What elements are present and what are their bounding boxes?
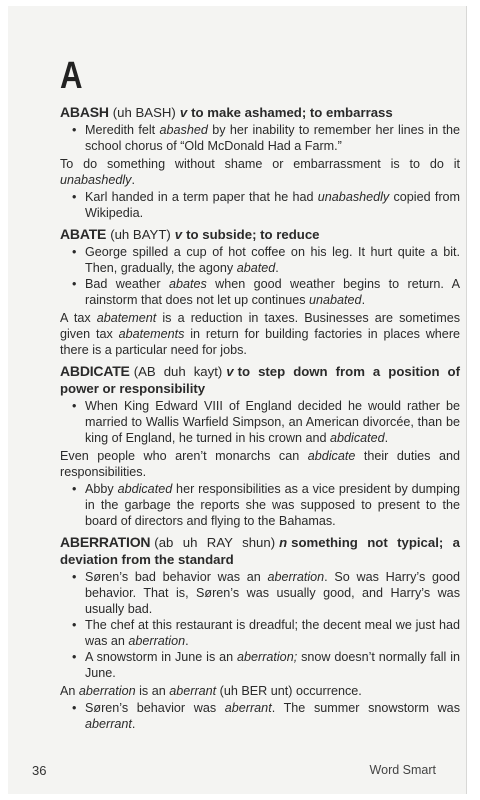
italic-term: abatement [96,311,157,325]
pronunciation: (ab uh RAY shun) [154,535,276,550]
text-segment: copied from Wikipedia. [85,190,461,220]
text-segment: Abby [85,482,118,496]
dictionary-entry [60,363,460,529]
entry-headline [60,363,460,397]
usage-note [60,310,460,358]
example-list [60,700,460,732]
example-list [60,569,460,681]
text-segment: in return for building factories in places where there is a particular need for jobs. [60,327,461,357]
italic-term: unabated [309,293,362,307]
usage-note [60,156,460,188]
italic-term: aberration [78,684,136,698]
italic-term: aberrant [169,684,217,698]
headword: ABATE [60,226,107,242]
dictionary-entry [60,226,460,358]
italic-term: abatements [118,327,185,341]
definition: to step down from a position of power or responsibility [60,364,460,396]
dictionary-entry [60,534,460,732]
text-segment: Søren’s behavior was [85,701,225,715]
entry-headline [60,226,460,243]
italic-term: unabashedly [60,173,132,187]
text-segment: Even people who aren’t monarchs can [60,449,308,463]
text-segment: An [60,684,79,698]
page-number: 36 [32,763,47,778]
text-segment: snow doesn’t normally fall in June. [85,650,461,680]
text-segment: her responsibilities as a vice president by dumping in the garbage the reports she was supposed to present to the board of directors and flying to the Bahamas. [85,482,460,528]
text-segment: . So was Harry’s good behavior. That is, Søren’s was usually good, and Harry’s was usually bad. [85,570,460,616]
italic-term: abdicate [307,449,356,463]
example-item [60,244,460,276]
text-segment: Meredith felt [85,123,160,137]
entry-headline [60,534,460,568]
text-segment: . [361,293,366,307]
text-segment: by her inability to remember her lines in the school chorus of “Old McDonald Had a Farm.” [85,123,461,153]
pronunciation: (AB duh kayt) [133,364,223,379]
example-list [60,244,460,308]
text-segment: . [275,261,279,275]
text-segment: To do something without shame or embarrassment is to do it [60,157,460,171]
usage-note [60,683,460,699]
definition: something not typical; a deviation from the standard [60,535,461,567]
headword: ABDICATE [60,363,130,379]
example-item [60,700,460,732]
pronunciation: (uh BAYT) [110,227,171,242]
italic-term: aberration; [236,650,298,664]
headword: ABASH [60,104,109,120]
example-item [60,122,460,154]
part-of-speech: v [179,105,188,120]
italic-term: aberrant [224,701,272,715]
example-list [60,398,460,446]
italic-term: aberration [128,634,186,648]
example-item [60,276,460,308]
text-segment: George spilled a cup of hot coffee on his leg. It hurt quite a bit. Then, gradually, the agony [85,245,460,275]
example-list [60,481,460,529]
text-segment: when good weather begins to return. A rainstorm that does not let up continues [85,277,460,307]
text-segment: A tax [60,311,97,325]
text-segment: their duties and responsibilities. [60,449,460,479]
page-content [60,56,460,734]
italic-term: abdicated [330,431,385,445]
text-segment: is a reduction in taxes. Businesses are sometimes given tax [60,311,460,341]
example-item [60,649,460,681]
headword: ABERRATION [60,534,151,550]
running-footer-title: Word Smart [369,763,436,777]
book-page [8,6,466,794]
entry-headline [60,104,460,121]
text-segment: . [185,634,189,648]
text-segment: . The summer snowstorm was [271,701,460,715]
example-item [60,617,460,649]
pronunciation: (uh BASH) [112,105,176,120]
italic-term: abates [168,277,207,291]
text-segment: A snowstorm in June is an [85,650,237,664]
text-segment: When King Edward VIII of England decided he would rather be married to Wallis Warfield Simpson, an American divorcée, than be king of England, he turned in his crown and [85,399,460,445]
example-list [60,189,460,221]
definition: to make ashamed; to embarrass [191,105,393,120]
example-list [60,122,460,154]
text-segment: . [131,717,136,731]
example-item [60,481,460,529]
italic-term: abated [236,261,276,275]
part-of-speech: v [174,227,183,242]
section-letter: A [60,55,83,97]
text-segment: . [131,173,135,187]
italic-term: abdicated [117,482,173,496]
example-item [60,569,460,617]
entry-list [60,104,460,732]
definition: to subside; to reduce [186,227,320,242]
text-segment: Søren’s bad behavior was an [85,570,268,584]
example-item [60,189,460,221]
part-of-speech: n [279,535,288,550]
dictionary-entry [60,104,460,221]
part-of-speech: v [226,364,234,379]
text-segment: . [384,431,389,445]
text-segment: Karl handed in a term paper that he had [85,190,318,204]
italic-term: unabashedly [317,190,390,204]
example-item [60,398,460,446]
italic-term: aberrant [85,717,132,731]
italic-term: abashed [159,123,208,137]
text-segment: is an [135,684,170,698]
italic-term: aberration [267,570,325,584]
usage-note [60,448,460,480]
text-segment: (uh BER unt) occurrence. [216,684,362,698]
text-segment: The chef at this restaurant is dreadful; the decent meal we just had was an [85,618,460,648]
text-segment: Bad weather [85,277,169,291]
